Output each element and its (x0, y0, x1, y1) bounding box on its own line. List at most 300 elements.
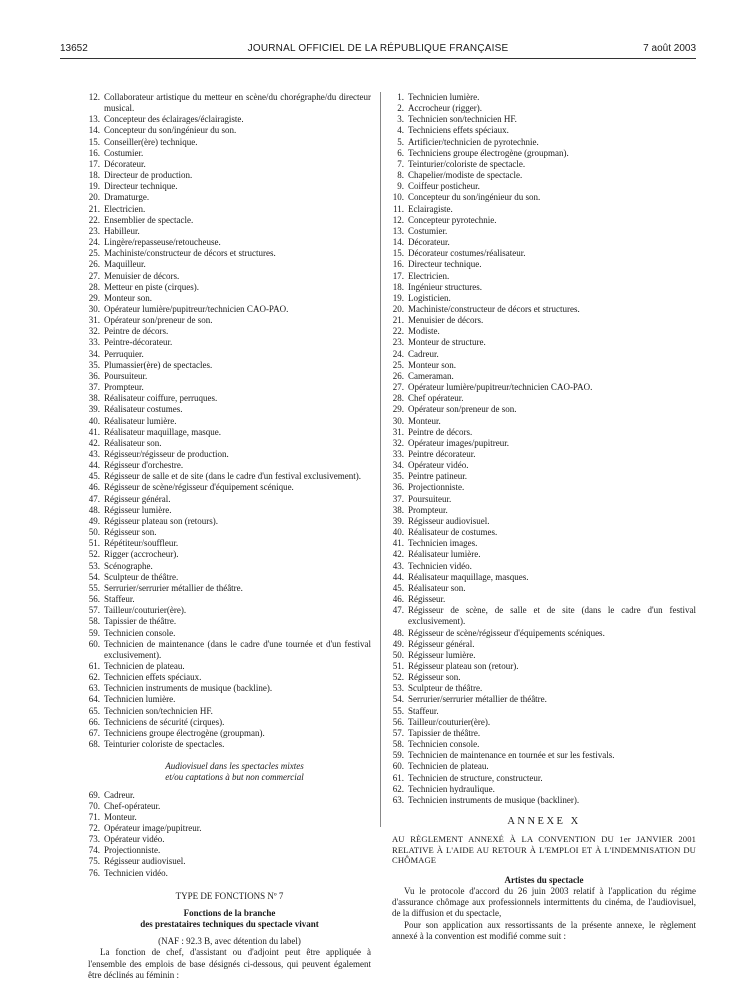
list-item (88, 449, 371, 460)
list-item (88, 293, 371, 304)
item-number: 61. (88, 660, 100, 671)
item-text: Scénographe. (104, 560, 153, 571)
item-text: Opérateur vidéo. (104, 834, 165, 845)
list-item (392, 460, 696, 471)
item-text: Sculpteur de théâtre. (408, 683, 483, 694)
list-item (392, 583, 696, 594)
item-text: Tailleur/couturier(ère). (408, 716, 491, 727)
item-number: 47. (392, 605, 404, 616)
item-text: Régisseur d'orchestre. (104, 460, 184, 471)
item-number: 25. (88, 248, 100, 259)
list-item (88, 605, 371, 616)
item-number: 7. (397, 158, 404, 169)
list-item (88, 382, 371, 393)
item-text: Régisseur lumière. (408, 649, 476, 660)
item-number: 27. (392, 382, 404, 393)
item-number: 54. (392, 694, 404, 705)
list-item (392, 538, 696, 549)
item-text: Régisseur son. (408, 672, 461, 683)
item-number: 35. (88, 359, 100, 370)
list-item (392, 482, 696, 493)
list-item (392, 248, 696, 259)
item-text: Technicien instruments de musique (backliner). (408, 794, 580, 805)
list-item (392, 326, 696, 337)
list-item (392, 404, 696, 415)
list-item (392, 471, 696, 482)
item-number: 65. (88, 705, 100, 716)
list-item (392, 293, 696, 304)
item-number: 31. (88, 315, 100, 326)
item-text: Technicien lumière. (104, 694, 176, 705)
item-number: 39. (392, 515, 404, 526)
item-text: Electricien. (408, 270, 450, 281)
list-item (392, 572, 696, 583)
item-text: Monteur son. (104, 292, 152, 303)
item-text: Régisseur de scène/régisseur d'équipement scénique. (104, 482, 294, 493)
list-item (392, 773, 696, 784)
list-item (392, 427, 696, 438)
list-item (88, 315, 371, 326)
item-number: 52. (88, 549, 100, 560)
list-item (88, 148, 371, 159)
item-text: Monteur son. (408, 359, 456, 370)
annexe-title: ANNEXE X (507, 816, 581, 827)
item-number: 48. (88, 504, 100, 515)
list-item (392, 382, 696, 393)
item-number: 33. (392, 449, 404, 459)
list-item (88, 583, 371, 594)
item-number: 44. (392, 571, 404, 582)
item-number: 51. (88, 538, 100, 549)
item-number: 16. (88, 147, 100, 158)
item-text: Technicien de plateau. (104, 660, 185, 671)
list-item (88, 282, 371, 293)
list-item (392, 449, 696, 460)
item-text: Lingère/repasseuse/retoucheuse. (104, 237, 221, 248)
item-text: Dramaturge. (104, 192, 150, 203)
item-text: Régisseur général. (104, 493, 171, 504)
list-item (88, 790, 371, 801)
item-number: 30. (392, 415, 404, 426)
item-text: Opérateur vidéo. (408, 460, 469, 471)
item-number: 39. (88, 404, 100, 415)
item-number: 58. (88, 616, 100, 627)
item-number: 19. (392, 292, 404, 303)
item-text: Staffeur. (408, 705, 439, 716)
list-item (88, 639, 371, 661)
item-number: 71. (88, 811, 100, 822)
list-item (392, 181, 696, 192)
item-number: 60. (88, 638, 100, 649)
item-text: Cadreur. (408, 348, 439, 359)
list-item (88, 304, 371, 315)
list-item (392, 148, 696, 159)
item-number: 29. (88, 292, 100, 303)
item-number: 40. (392, 527, 404, 538)
item-text: Réalisateur coiffure, perruques. (104, 393, 218, 404)
item-number: 75. (88, 856, 100, 867)
audiovisuel-subhead (88, 761, 371, 783)
item-number: 5. (397, 136, 404, 147)
list-item (392, 605, 696, 627)
list-item (88, 683, 371, 694)
item-number: 4. (397, 125, 404, 136)
item-text: Chapelier/modiste de spectacle. (408, 170, 523, 181)
annexe-subtitle: AU RÈGLEMENT ANNEXÉ À LA CONVENTION DU 1er JANVIER 2001 RELATIVE À L'AIDE AU RETOUR À L'EMPLOI ET À L'INDEMNISATION DU CHÔMAGE (392, 834, 696, 866)
list-item (392, 717, 696, 728)
item-number: 50. (392, 649, 404, 660)
list-item (392, 170, 696, 181)
item-text: Opérateur son/preneur de son. (104, 315, 213, 326)
item-text: Directeur technique. (408, 259, 482, 270)
item-text: Tapissier de théâtre. (408, 727, 481, 738)
header-rule (60, 58, 696, 59)
item-text: Répétiteur/souffleur. (104, 538, 179, 549)
item-number: 6. (397, 147, 404, 158)
item-number: 43. (88, 449, 100, 459)
list-item (88, 248, 371, 259)
list-item (392, 672, 696, 683)
item-text: Habilleur. (104, 225, 140, 236)
item-number: 63. (392, 794, 404, 805)
item-number: 33. (88, 337, 100, 348)
item-number: 12. (88, 92, 100, 102)
item-text: Metteur en piste (cirques). (104, 281, 199, 292)
item-text: Régisseur plateau son (retours). (104, 515, 218, 526)
list-item (88, 349, 371, 360)
item-text: Réalisateur lumière. (104, 415, 177, 426)
item-text: Teinturier coloriste de spectacles. (104, 739, 225, 750)
list-item (88, 215, 371, 226)
list-item (88, 516, 371, 527)
item-text: Réalisateur de costumes. (408, 527, 498, 538)
item-text: Régisseur audiovisuel. (408, 515, 490, 526)
item-text: Réalisateur costumes. (104, 404, 183, 415)
right-column (392, 92, 696, 942)
item-text: Prompteur. (408, 504, 448, 515)
left-job-list (88, 92, 371, 750)
list-item (88, 549, 371, 560)
list-item (392, 516, 696, 527)
list-item (392, 694, 696, 705)
item-number: 28. (88, 281, 100, 292)
item-number: 41. (88, 426, 100, 437)
item-text: Techniciens groupe électrogène (groupman). (104, 727, 265, 738)
item-text: Eclairagiste. (408, 203, 453, 214)
item-text: Décorateur. (408, 237, 450, 248)
item-number: 44. (88, 460, 100, 471)
list-item (392, 282, 696, 293)
item-text: Menuisier de décors. (408, 315, 484, 326)
item-text: Technicien vidéo. (104, 867, 168, 878)
item-text: Concepteur pyrotechnie. (408, 214, 497, 225)
item-text: Rigger (accrocheur). (104, 549, 179, 560)
item-number: 45. (88, 471, 100, 482)
item-number: 46. (392, 594, 404, 605)
item-number: 36. (88, 370, 100, 381)
intro-paragraph: La fonction de chef, d'assistant ou d'adjoint peut être appliquée à l'ensemble des emplois de base désignés ci-dessous, qui peuvent également être déclinés au féminin : (88, 947, 371, 980)
list-item (88, 427, 371, 438)
item-number: 20. (88, 192, 100, 203)
item-text: Poursuiteur. (408, 493, 452, 504)
item-number: 45. (392, 582, 404, 593)
list-item (88, 125, 371, 136)
item-text: Régisseur général. (408, 638, 475, 649)
list-item (88, 337, 371, 348)
item-text: Opérateur images/pupitreur. (408, 437, 509, 448)
item-text: Régisseur/régisseur de production. (104, 449, 229, 459)
item-text: Chef-opérateur. (104, 800, 161, 811)
list-item (88, 845, 371, 856)
item-number: 73. (88, 834, 100, 845)
item-text: Technicien lumière. (408, 92, 480, 102)
right-job-list (392, 92, 696, 806)
item-text: Sculpteur de théâtre. (104, 571, 179, 582)
item-text: Costumier. (104, 147, 144, 158)
list-item (88, 616, 371, 627)
item-text: Technicien vidéo. (408, 560, 472, 571)
list-item (88, 812, 371, 823)
item-text: Régisseur de salle et de site (dans le cadre d'un festival exclusivement). (104, 471, 362, 482)
list-item (392, 706, 696, 717)
application-paragraph: Pour son application aux ressortissants de la présente annexe, le règlement annexé à la convention est modifié comme suit : (392, 919, 696, 941)
item-number: 17. (88, 158, 100, 169)
list-item (392, 650, 696, 661)
item-number: 74. (88, 845, 100, 856)
list-item (88, 482, 371, 493)
item-text: Technicien de structure, constructeur. (408, 772, 543, 783)
list-item (88, 538, 371, 549)
item-text: Logisticien. (408, 292, 451, 303)
list-item (88, 628, 371, 639)
item-number: 13. (392, 225, 404, 236)
item-text: Machiniste/constructeur de décors et structures. (104, 248, 276, 259)
list-item (392, 393, 696, 404)
list-item (88, 728, 371, 739)
item-number: 24. (88, 237, 100, 248)
list-item (88, 672, 371, 683)
list-item (392, 761, 696, 772)
item-number: 56. (392, 716, 404, 727)
item-text: Monteur de structure. (408, 337, 486, 348)
list-item (392, 192, 696, 203)
item-text: Concepteur du son/ingénieur du son. (408, 192, 541, 203)
section-title-line-2: des prestataires techniques du spectacle vivant (140, 919, 319, 930)
list-item (392, 416, 696, 427)
item-number: 14. (392, 237, 404, 248)
list-item (88, 326, 371, 337)
item-text: Collaborateur artistique du metteur en scène/du chorégraphe/du directeur musical. (104, 92, 371, 114)
item-text: Technicien de maintenance (dans le cadre d'une tournée et d'un festival exclusivement). (104, 638, 371, 660)
list-item (392, 750, 696, 761)
list-item (392, 505, 696, 516)
item-text: Peintre décorateur. (408, 449, 476, 459)
item-text: Serrurier/serrurier métallier de théâtre. (104, 582, 243, 593)
item-text: Directeur de production. (104, 170, 193, 181)
item-text: Réalisateur lumière. (408, 549, 481, 560)
item-number: 66. (88, 716, 100, 727)
item-text: Teinturier/coloriste de spectacle. (408, 158, 526, 169)
item-number: 35. (392, 471, 404, 482)
list-item (392, 594, 696, 605)
item-number: 55. (392, 705, 404, 716)
list-item (88, 259, 371, 270)
item-number: 51. (392, 660, 404, 671)
list-item (88, 505, 371, 516)
item-text: Conseiller(ère) technique. (104, 136, 198, 147)
item-number: 42. (88, 437, 100, 448)
list-item (88, 801, 371, 812)
item-text: Plumassier(ère) de spectacles. (104, 359, 213, 370)
item-number: 25. (392, 359, 404, 370)
item-number: 60. (392, 761, 404, 772)
item-text: Concepteur du son/ingénieur du son. (104, 125, 237, 136)
item-number: 12. (392, 214, 404, 225)
item-text: Techniciens groupe électrogène (groupman). (408, 147, 569, 158)
item-text: Technicien instruments de musique (backline). (104, 683, 273, 694)
list-item (392, 226, 696, 237)
item-text: Technicien son/technicien HF. (408, 114, 517, 125)
item-number: 68. (88, 739, 100, 750)
item-number: 26. (88, 259, 100, 270)
item-text: Régisseur plateau son (retour). (408, 660, 519, 671)
item-text: Monteur. (104, 811, 137, 822)
section-title-line-1: Fonctions de la branche (183, 907, 276, 918)
item-text: Cameraman. (408, 370, 454, 381)
list-item (392, 784, 696, 795)
list-item (88, 572, 371, 583)
item-text: Décorateur. (104, 158, 146, 169)
item-text: Prompteur. (104, 382, 144, 393)
item-text: Coiffeur posticheur. (408, 181, 480, 192)
item-text: Technicien effets spéciaux. (104, 672, 202, 683)
list-item (88, 471, 371, 482)
item-number: 53. (88, 560, 100, 571)
item-number: 32. (392, 437, 404, 448)
item-number: 1. (397, 92, 404, 102)
list-item (392, 628, 696, 639)
item-number: 14. (88, 125, 100, 136)
item-number: 62. (88, 672, 100, 683)
item-number: 22. (88, 214, 100, 225)
item-number: 18. (88, 170, 100, 181)
list-item (392, 549, 696, 560)
item-text: Techniciens de sécurité (cirques). (104, 716, 225, 727)
list-item (392, 125, 696, 136)
item-text: Projectionniste. (104, 845, 161, 856)
item-text: Techniciens effets spéciaux. (408, 125, 509, 136)
item-number: 21. (392, 315, 404, 326)
item-text: Régisseur audiovisuel. (104, 856, 186, 867)
list-item (392, 114, 696, 125)
list-item (88, 706, 371, 717)
item-text: Opérateur lumière/pupitreur/technicien CAO-PAO. (104, 303, 289, 314)
item-number: 59. (88, 627, 100, 638)
list-item (392, 159, 696, 170)
list-item (392, 739, 696, 750)
item-text: Ensemblier de spectacle. (104, 214, 194, 225)
item-number: 2. (397, 103, 404, 114)
item-text: Opérateur lumière/pupitreur/technicien CAO-PAO. (408, 382, 593, 393)
list-item (88, 739, 371, 750)
item-text: Peintre patineur. (408, 471, 467, 482)
item-text: Régisseur. (408, 594, 446, 605)
item-number: 15. (392, 248, 404, 259)
list-item (88, 416, 371, 427)
item-text: Peintre de décors. (408, 426, 473, 437)
item-number: 10. (392, 192, 404, 203)
type-title: TYPE DE FONCTIONS Nº 7 (175, 890, 284, 901)
item-text: Projectionniste. (408, 482, 465, 493)
item-number: 18. (392, 281, 404, 292)
list-item (88, 237, 371, 248)
list-item (392, 137, 696, 148)
item-number: 38. (88, 393, 100, 404)
item-text: Cadreur. (104, 789, 135, 800)
item-text: Technicien son/technicien HF. (104, 705, 213, 716)
issue-date: 7 août 2003 (643, 43, 696, 54)
item-text: Régisseur lumière. (104, 504, 172, 515)
item-number: 72. (88, 823, 100, 833)
item-number: 58. (392, 739, 404, 750)
list-item (392, 795, 696, 806)
item-number: 3. (397, 114, 404, 125)
item-number: 63. (88, 683, 100, 694)
item-number: 8. (397, 170, 404, 181)
item-text: Machiniste/constructeur de décors et structures. (408, 303, 580, 314)
item-number: 61. (392, 772, 404, 783)
list-item (392, 728, 696, 739)
item-text: Réalisateur maquillage, masque. (104, 426, 221, 437)
list-item (392, 371, 696, 382)
journal-title: JOURNAL OFFICIEL DE LA RÉPUBLIQUE FRANÇAISE (247, 43, 509, 54)
item-text: Directeur technique. (104, 181, 178, 192)
item-number: 56. (88, 594, 100, 605)
list-item (88, 694, 371, 705)
list-item (392, 337, 696, 348)
item-number: 49. (392, 638, 404, 649)
item-number: 38. (392, 504, 404, 515)
item-number: 24. (392, 348, 404, 359)
list-item (88, 159, 371, 170)
item-text: Technicien images. (408, 538, 478, 549)
item-text: Régisseur de scène, de salle et de site (dans le cadre d'un festival exclusivement). (408, 605, 696, 627)
list-item (392, 103, 696, 114)
item-text: Chef opérateur. (408, 393, 464, 404)
item-number: 34. (392, 460, 404, 471)
item-number: 48. (392, 627, 404, 638)
list-item (88, 494, 371, 505)
list-item (88, 192, 371, 203)
page-number: 13652 (60, 43, 88, 54)
page-header (60, 42, 696, 56)
item-number: 34. (88, 348, 100, 359)
item-number: 19. (88, 181, 100, 192)
list-item (88, 170, 371, 181)
list-item (88, 823, 371, 834)
item-number: 67. (88, 727, 100, 738)
list-item (88, 226, 371, 237)
item-number: 17. (392, 270, 404, 281)
list-item (392, 360, 696, 371)
item-number: 50. (88, 527, 100, 538)
item-number: 70. (88, 800, 100, 811)
list-item (88, 868, 371, 879)
artists-title: Artistes du spectacle (504, 874, 584, 885)
item-text: Poursuiteur. (104, 370, 148, 381)
item-number: 26. (392, 370, 404, 381)
item-text: Réalisateur maquillage, masques. (408, 571, 529, 582)
